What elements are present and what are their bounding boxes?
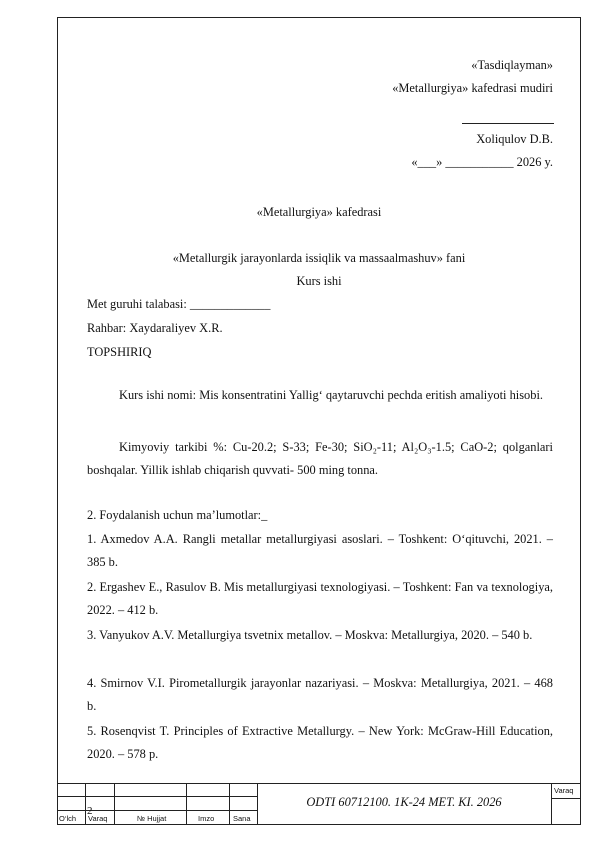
department-title: «Metallurgiya» kafedrasi xyxy=(256,205,382,219)
col-imzo: Imzo xyxy=(198,814,215,823)
task-paragraph-2: Kimyoviy tarkibi %: Cu-20.2; S-33; Fe-30; SiO₂-11; Al₂O₃-1.5; CaO-2; qolganlari boshqalar. Yillik ishlab chiqarish quvvati- 500 ming tonna. xyxy=(87,440,553,477)
approver-name: Xoliqulov D.B. xyxy=(476,132,553,146)
title-block xyxy=(57,783,581,825)
work-type: Kurs ishi xyxy=(296,274,342,288)
literature-title: 2. Foydalanish uchun ma’lumotlar:_ xyxy=(87,508,268,522)
student-line: Met guruhi talabasi: _____________ xyxy=(87,297,271,311)
approval-date: «___» ___________ 2026 y. xyxy=(411,155,553,169)
col-sana: Sana xyxy=(233,814,251,823)
col-olch: O‘lch xyxy=(59,814,77,823)
task-title: TOPSHIRIQ xyxy=(87,345,152,359)
subject-title: «Metallurgik jarayonlarda issiqlik va massaalmashuv» fani xyxy=(172,251,466,265)
page-number: 2 xyxy=(87,805,93,817)
col-varaq: Varaq xyxy=(88,814,108,823)
task-paragraph-1: Kurs ishi nomi: Mis konsentratini Yallig‘ qaytaruvchi pechda eritish amaliyoti hisobi. xyxy=(119,388,543,402)
literature-item: 2. Ergashev E., Rasulov B. Mis metallurgiyasi texnologiyasi. – Toshkent: Fan va texnologiya, 2022. – 412 b. xyxy=(87,580,553,617)
document-code: ODTI 60712100. 1K-24 MET. KI. 2026 xyxy=(306,795,502,809)
literature-item: 3. Vanyukov A.V. Metallurgiya tsvetnix metallov. – Moskva: Metallurgiya, 2020. – 540 b. xyxy=(87,628,533,642)
head-of-department: «Metallurgiya» kafedrasi mudiri xyxy=(392,81,553,95)
col-hujjat: № Hujjat xyxy=(137,814,167,823)
signature-line xyxy=(462,123,554,124)
literature-item: 5. Rosenqvist T. Principles of Extractive Metallurgy. – New York: McGraw-Hill Education, 2020. – 578 p. xyxy=(87,724,553,761)
approve-label: «Tasdiqlayman» xyxy=(471,58,553,72)
literature-item: 4. Smirnov V.I. Pirometallurgik jarayonlar nazariyasi. – Moskva: Metallurgiya, 2021. – 468 b. xyxy=(87,676,553,713)
sheet-label: Varaq xyxy=(554,786,574,795)
supervisor-line: Rahbar: Xaydaraliyev X.R. xyxy=(87,321,223,335)
literature-item: 1. Axmedov A.A. Rangli metallar metallurgiyasi asoslari. – Toshkent: O‘qituvchi, 2021. – 385 b. xyxy=(87,532,553,569)
